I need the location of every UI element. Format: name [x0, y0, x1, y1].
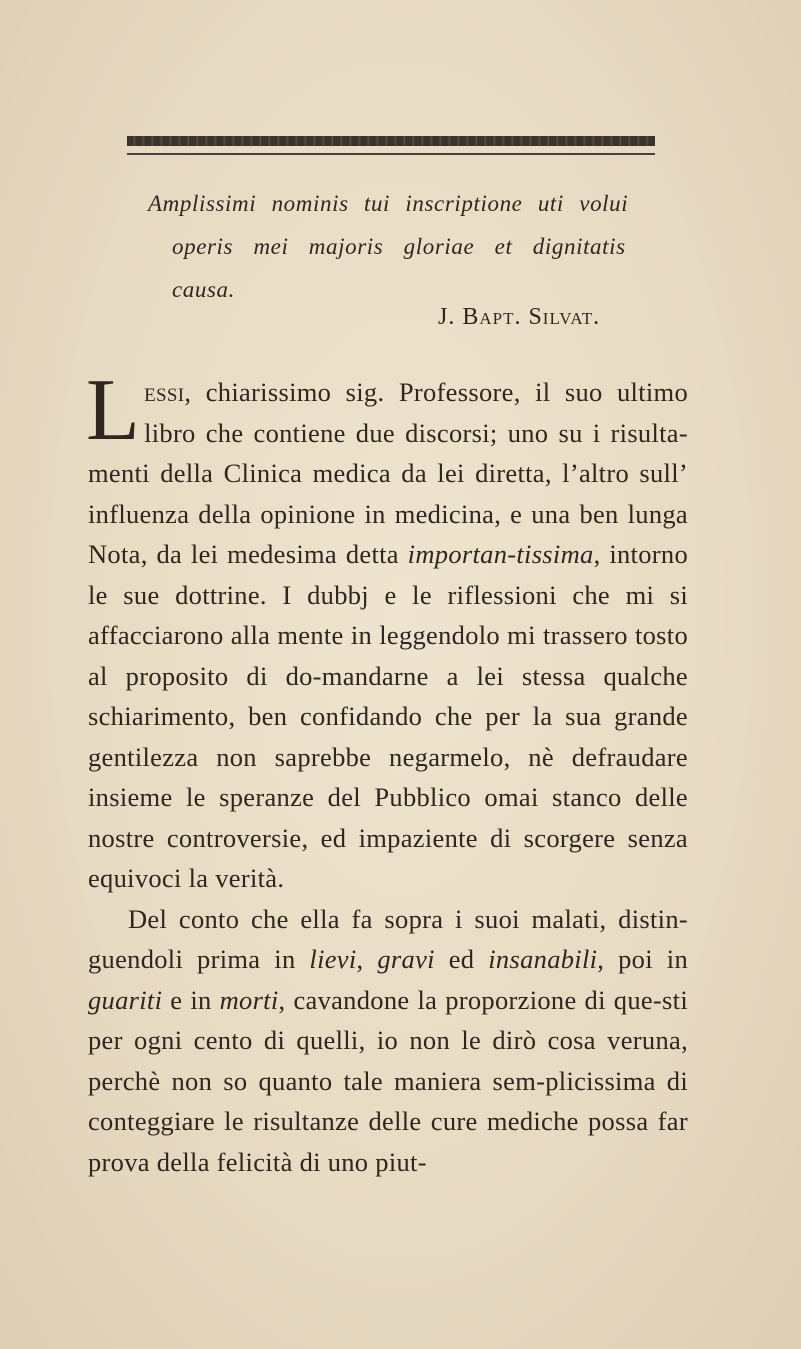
paragraph-2-text-2: , — [356, 944, 378, 974]
drop-cap: L — [86, 362, 141, 459]
dedication-signature: J. Bapt. Silvat. — [438, 304, 601, 330]
paragraph-1-text-a: , chiarissimo sig. Professore, il suo ultimo libro che contiene due discorsi; uno su i risulta-menti della Clinica medica da lei diretta, l’altro sull’ influenza della opinione in medicina, e una ben lunga Nota, da lei medesima detta — [88, 377, 688, 569]
paragraph-2-text-1: Del conto che ella fa sopra i suoi malati, distin-guendoli prima in — [88, 903, 688, 974]
paragraph-2-text-5: e in — [162, 984, 220, 1015]
paragraph-1-italic: importan-tissima — [407, 539, 594, 569]
opening-small-caps: essi — [144, 377, 185, 407]
body-text — [86, 362, 689, 1182]
italic-guariti: guariti — [88, 984, 163, 1015]
italic-morti: morti — [219, 984, 279, 1015]
paragraph-2-text-3: ed — [434, 944, 489, 974]
dedication — [130, 182, 670, 311]
decorative-header-band — [127, 136, 655, 146]
paragraph-2-text-6: , cavandone la proporzione di que-sti per ogni cento di quelli, io non le dirò cosa veruna, perchè non so quanto tale maniera sem-plicissima di conteggiare le risultanze delle cure mediche possa far prova della felicità di uno piut- — [88, 984, 688, 1177]
paragraph-1 — [86, 362, 688, 899]
decorative-header-rule — [127, 153, 655, 155]
italic-lievi: lievi — [309, 944, 357, 974]
dedication-line-2: operis mei majoris gloriae et dignitatis — [172, 234, 626, 259]
dedication-line-1: Amplissimi nominis tui inscriptione uti volui — [148, 191, 629, 216]
italic-gravi: gravi — [377, 944, 435, 974]
paragraph-1-text-b: , intorno le sue dottrine. I dubbj e le riflessioni che mi si affacciarono alla mente in leggendolo mi trassero tosto al proposito di do-mandarne a lei stessa qualche schiarimento, ben confidando che per la sua grande gentilezza non saprebbe negarmelo, nè defraudare insieme le speranze del Pubblico omai stanco delle nostre controversie, ed impaziente di scorgere senza equivoci la verità. — [88, 539, 688, 893]
dedication-line-3: causa. — [172, 277, 236, 302]
italic-insanabili: insanabili — [488, 944, 598, 974]
paragraph-2 — [88, 899, 688, 1183]
paragraph-2-text-4: , poi in — [597, 944, 689, 974]
